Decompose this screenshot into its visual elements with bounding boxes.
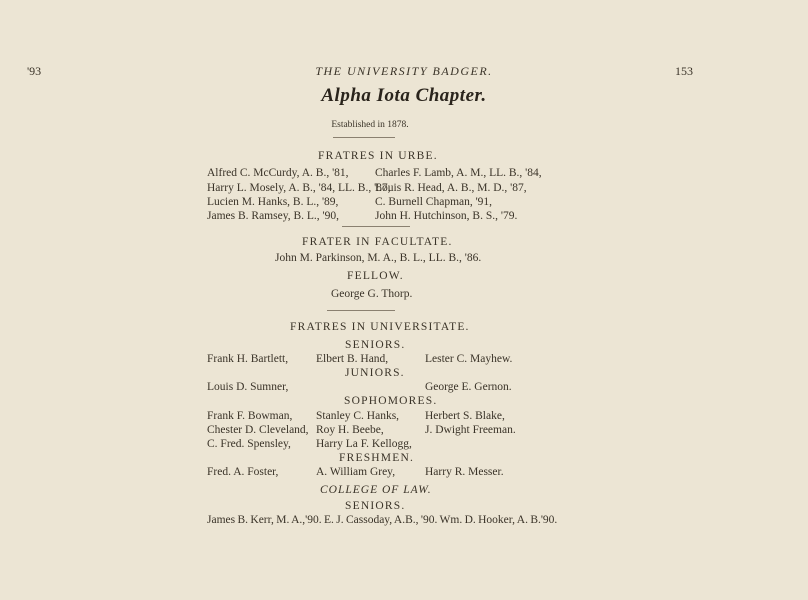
running-title: THE UNIVERSITY BADGER. xyxy=(315,64,493,78)
sophomore-col1-1: Frank F. Bowman, xyxy=(207,410,293,422)
urbe-left-4: James B. Ramsey, B. L., '90, xyxy=(207,210,339,222)
law-seniors-label: SENIORS. xyxy=(345,500,406,512)
sophomores-label: SOPHOMORES. xyxy=(344,395,438,407)
right-page-number: 153 xyxy=(675,64,693,78)
urbe-left-2: Harry L. Mosely, A. B., '84, LL. B., '87, xyxy=(207,182,391,194)
sophomore-col1-2: Chester D. Cleveland, xyxy=(207,424,309,436)
fellow-name: George G. Thorp. xyxy=(331,288,413,300)
freshman-col1-1: Fred. A. Foster, xyxy=(207,466,279,478)
senior-col2-1: Elbert B. Hand, xyxy=(316,353,389,365)
urbe-right-4: John H. Hutchinson, B. S., '79. xyxy=(375,210,518,222)
fratres-in-universitate-heading: FRATRES IN UNIVERSITATE. xyxy=(290,321,470,333)
divider-rule xyxy=(327,310,395,311)
freshman-col3-1: Harry R. Messer. xyxy=(425,466,504,478)
college-of-law-heading: COLLEGE OF LAW. xyxy=(320,484,432,496)
freshmen-label: FRESHMEN. xyxy=(339,452,415,464)
freshman-col2-1: A. William Grey, xyxy=(316,466,396,478)
sophomore-col3-2: J. Dwight Freeman. xyxy=(425,424,516,436)
divider-rule xyxy=(342,226,410,227)
established-note: Established in 1878. xyxy=(331,120,409,130)
juniors-label: JUNIORS. xyxy=(345,367,405,379)
urbe-right-3: C. Burnell Chapman, '91, xyxy=(375,196,493,208)
urbe-left-3: Lucien M. Hanks, B. L., '89, xyxy=(207,196,339,208)
fellow-heading: FELLOW. xyxy=(347,270,404,282)
urbe-right-1: Charles F. Lamb, A. M., LL. B., '84, xyxy=(375,167,542,179)
junior-col1-1: Louis D. Sumner, xyxy=(207,381,289,393)
fratres-in-urbe-heading: FRATRES IN URBE. xyxy=(318,150,438,162)
sophomore-col2-1: Stanley C. Hanks, xyxy=(316,410,400,422)
urbe-left-1: Alfred C. McCurdy, A. B., '81, xyxy=(207,167,349,179)
chapter-title: Alpha Iota Chapter. xyxy=(321,85,487,106)
left-page-number: '93 xyxy=(27,64,42,78)
sophomore-col3-1: Herbert S. Blake, xyxy=(425,410,505,422)
urbe-right-2: Louis R. Head, A. B., M. D., '87, xyxy=(375,182,527,194)
law-seniors-names: James B. Kerr, M. A.,'90. E. J. Cassoday, A.B., '90. Wm. D. Hooker, A. B.'90. xyxy=(207,514,558,526)
frater-in-facultate-heading: FRATER IN FACULTATE. xyxy=(302,236,453,248)
facultate-name: John M. Parkinson, M. A., B. L., LL. B., '86. xyxy=(275,252,482,264)
sophomore-col1-3: C. Fred. Spensley, xyxy=(207,438,291,450)
divider-rule xyxy=(333,137,395,138)
senior-col3-1: Lester C. Mayhew. xyxy=(425,353,513,365)
sophomore-col2-3: Harry La F. Kellogg, xyxy=(316,438,412,450)
sophomore-col2-2: Roy H. Beebe, xyxy=(316,424,384,436)
junior-col3-1: George E. Gernon. xyxy=(425,381,512,393)
senior-col1-1: Frank H. Bartlett, xyxy=(207,353,289,365)
seniors-label: SENIORS. xyxy=(345,339,406,351)
